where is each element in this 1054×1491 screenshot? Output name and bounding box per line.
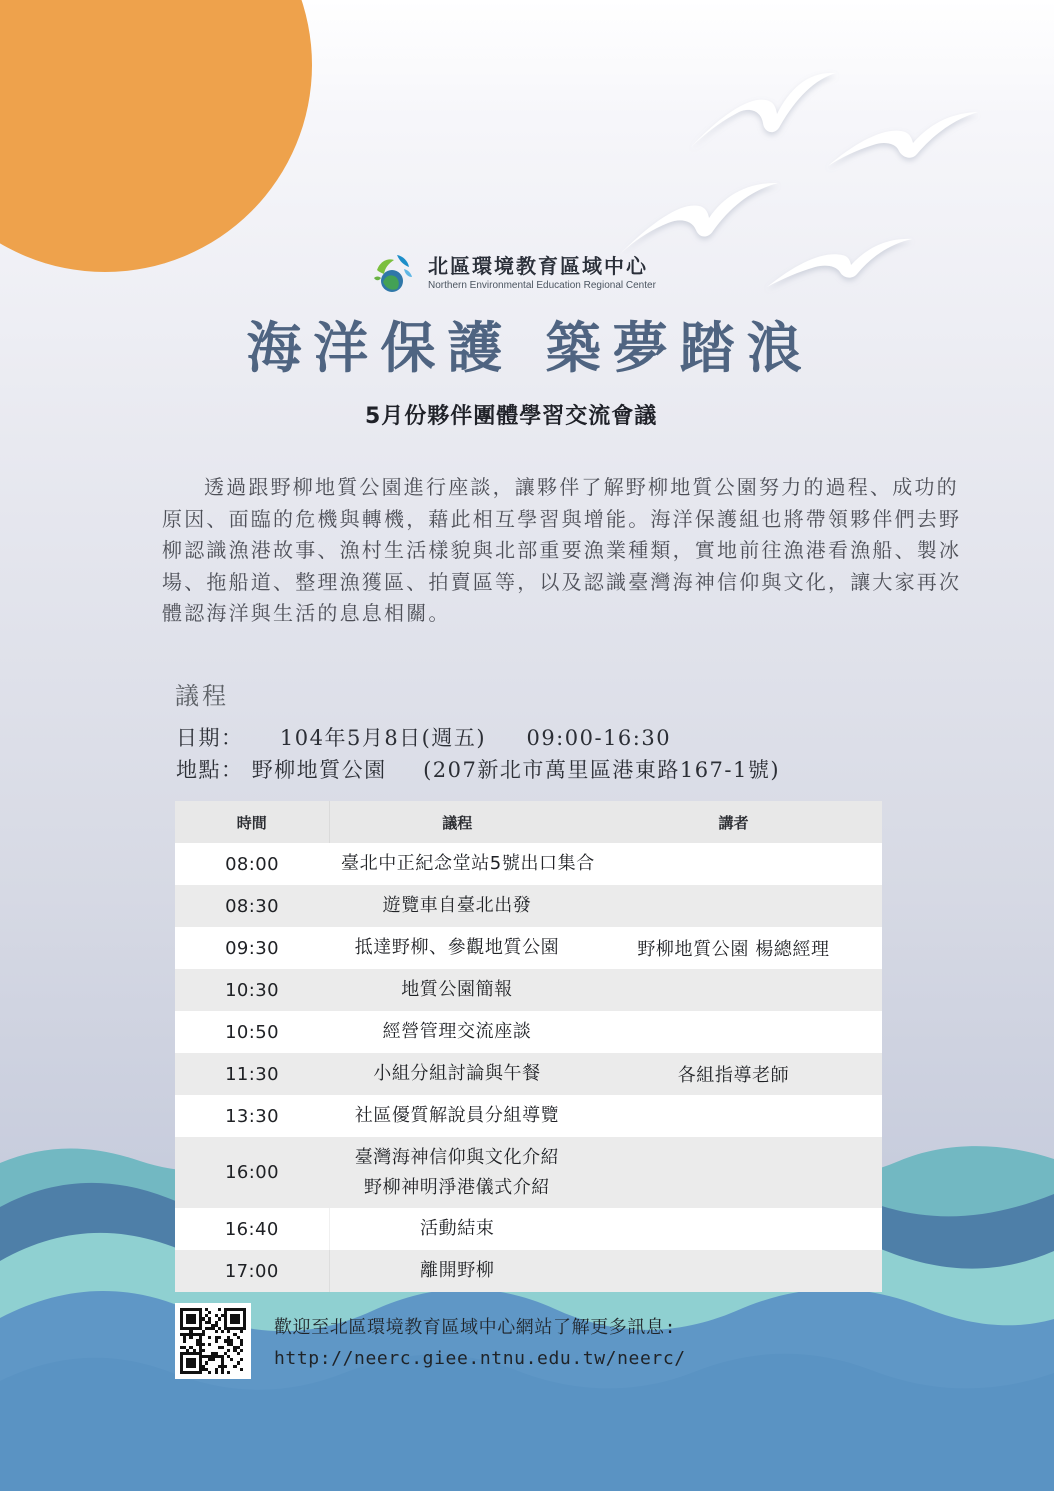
logo-icon	[366, 247, 418, 299]
schedule-event	[329, 927, 585, 969]
schedule-event	[329, 969, 585, 1011]
schedule-speaker	[585, 885, 882, 927]
schedule-time: 17:00	[224, 1260, 279, 1282]
table-row	[175, 1137, 882, 1208]
agenda-heading: 議程	[175, 682, 229, 710]
time-value: 09:00-16:30	[526, 726, 672, 750]
location-label: 地點：	[176, 758, 244, 782]
schedule-time: 09:30	[225, 937, 279, 959]
event-location-line	[176, 759, 906, 782]
organization-name-cn: 北區環境教育區域中心	[428, 255, 648, 278]
schedule-speaker: 野柳地質公園 楊總經理	[637, 939, 830, 960]
schedule-event	[329, 1250, 585, 1292]
table-row	[175, 1053, 882, 1095]
schedule-speaker	[585, 1137, 882, 1208]
schedule-event-line-1: 臺北中正紀念堂站5號出口集合	[341, 853, 595, 875]
table-row	[175, 927, 882, 969]
schedule-time: 10:50	[225, 1021, 279, 1043]
speaker-column-header: 講者	[718, 813, 749, 832]
footer-info	[274, 1312, 794, 1374]
intro-paragraph: 透過跟野柳地質公園進行座談，讓夥伴了解野柳地質公園努力的過程、成功的原因、面臨的危機與轉機，藉此相互學習與增能。海洋保護組也將帶領夥伴們去野柳認識漁港故事、漁村生活樣貌與北部重要漁業種類，實地前往漁港看漁船、製冰場、拖船道、整理漁獲區、拍賣區等，以及認識臺灣海神信仰與文化，讓大家再次體認海洋與生活的息息相關。	[162, 475, 962, 625]
page-title: 海洋保護 築夢踏浪	[246, 315, 814, 380]
schedule-event-line-1: 臺灣海神信仰與文化介紹	[354, 1146, 560, 1168]
schedule-time: 16:00	[225, 1162, 279, 1183]
schedule-event-line-2: 野柳神明淨港儀式介紹	[364, 1176, 550, 1198]
qr-code-pattern	[180, 1308, 246, 1374]
schedule-event	[329, 885, 585, 927]
table-row	[175, 1208, 882, 1250]
schedule-event	[329, 1053, 585, 1095]
schedule-time: 08:30	[225, 895, 279, 917]
schedule-time: 16:40	[224, 1218, 279, 1240]
schedule-event-line-1: 抵達野柳、參觀地質公園	[354, 937, 560, 959]
schedule-event	[329, 1095, 585, 1137]
qr-code	[175, 1303, 251, 1379]
table-row	[175, 885, 882, 927]
schedule-event-line-1: 遊覽車自臺北出發	[382, 895, 532, 917]
schedule-speaker	[585, 1250, 882, 1292]
organization-logo	[366, 242, 698, 304]
schedule-event-line-1: 離開野柳	[420, 1260, 495, 1282]
time-column-header: 時間	[236, 813, 267, 832]
schedule-event	[329, 1011, 585, 1053]
table-row	[175, 969, 882, 1011]
event-column-header: 議程	[329, 801, 585, 843]
organization-name-en: Northern Environmental Education Regional Center	[428, 279, 656, 291]
schedule-event	[329, 843, 882, 885]
location-value: 野柳地質公園	[251, 758, 387, 782]
sun-illustration	[0, 0, 312, 272]
schedule-time: 11:30	[225, 1063, 279, 1085]
schedule-event-line-1: 社區優質解說員分組導覽	[354, 1105, 560, 1127]
schedule-event-line-1: 小組分組討論與午餐	[373, 1063, 541, 1085]
schedule-time: 13:30	[225, 1105, 279, 1127]
table-row	[175, 843, 882, 885]
schedule-time: 10:30	[225, 979, 279, 1001]
table-row	[175, 1011, 882, 1053]
table-row	[175, 1095, 882, 1137]
schedule-table	[175, 801, 882, 1292]
schedule-event-line-1: 地質公園簡報	[401, 979, 513, 1001]
event-date-line	[176, 727, 906, 750]
schedule-event	[329, 1208, 585, 1250]
event-subtitle: 5月份夥伴團體學習交流會議	[365, 404, 658, 429]
footer-message: 歡迎至北區環境教育區域中心網站了解更多訊息:	[274, 1317, 677, 1338]
schedule-speaker: 各組指導老師	[677, 1065, 790, 1086]
date-value: 104年5月8日(週五)	[279, 726, 487, 750]
schedule-event-line-1: 活動結束	[420, 1218, 495, 1240]
schedule-header-row	[175, 801, 882, 843]
schedule-event-line-1: 經營管理交流座談	[382, 1021, 532, 1043]
schedule-time: 08:00	[225, 853, 279, 875]
location-address: (207新北市萬里區港東路167-1號)	[423, 758, 781, 782]
schedule-speaker	[585, 1095, 882, 1137]
schedule-speaker	[585, 1011, 882, 1053]
schedule-event	[329, 1137, 585, 1208]
date-label: 日期：	[176, 726, 244, 750]
table-row	[175, 1250, 882, 1292]
website-link[interactable]: http://neerc.giee.ntnu.edu.tw/neerc/	[274, 1348, 686, 1369]
schedule-speaker	[585, 969, 882, 1011]
schedule-speaker	[585, 1208, 882, 1250]
